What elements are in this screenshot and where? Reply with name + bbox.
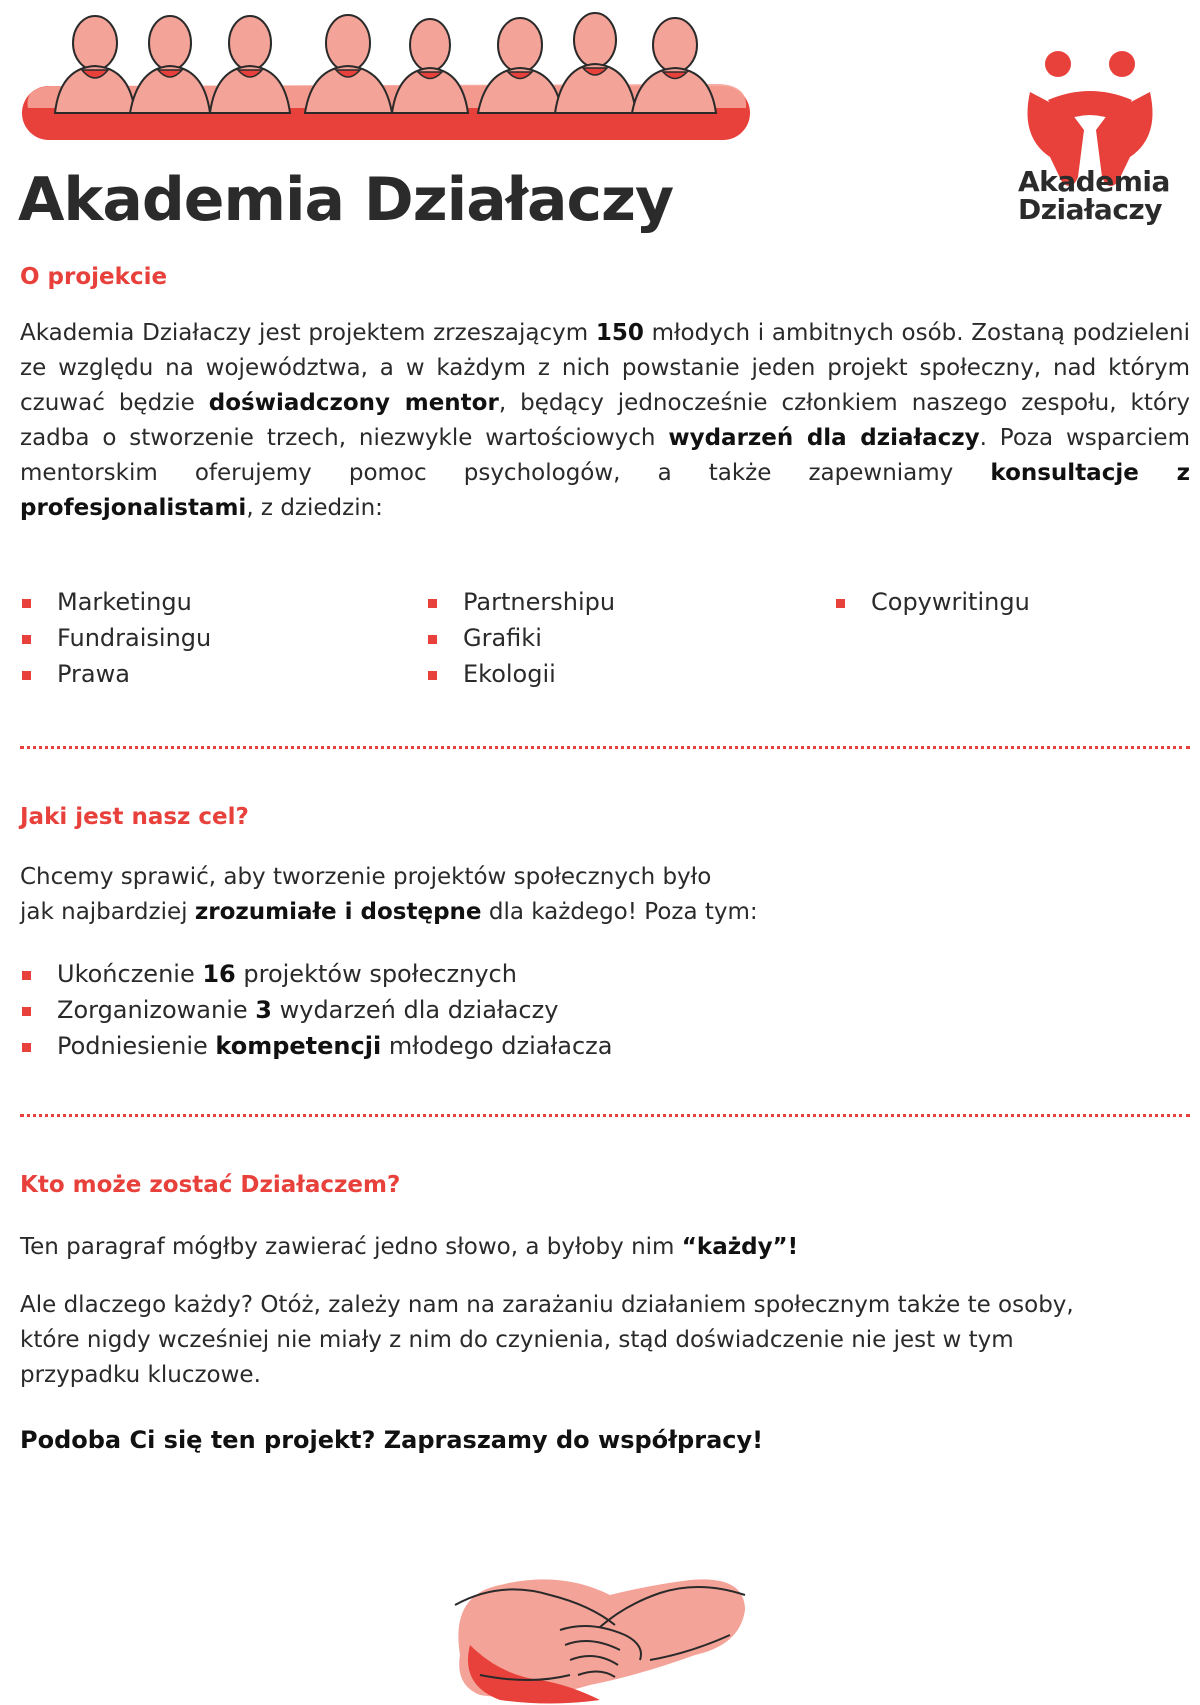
logo-line-2: Działaczy [1018,193,1162,226]
who-paragraph-1: Ten paragraf mógłby zawierać jedno słowo, a byłoby nim “każdy”! [20,1234,799,1260]
section-divider [20,746,1190,749]
logo-wordmark [1018,165,1198,226]
goal-paragraph: Chcemy sprawić, aby tworzenie projektów społecznych było jak najbardziej zrozumiałe i dostępne dla każdego! Poza tym: [20,864,758,925]
list-item: Podniesienie kompetencji młodego działacza [20,1028,612,1064]
fields-list-col2 [426,584,615,692]
list-item: Fundraisingu [20,620,211,656]
fields-list-col1 [20,584,211,692]
list-item: Ekologii [426,656,615,692]
list-item: Partnershipu [426,584,615,620]
section-divider [20,1114,1190,1117]
list-item: Marketingu [20,584,211,620]
call-to-action: Podoba Ci się ten projekt? Zapraszamy do współpracy! [20,1426,764,1454]
page-title: Akademia Działaczy [18,165,674,235]
fields-list-col3 [834,584,1030,620]
goals-list [20,956,612,1064]
list-item: Zorganizowanie 3 wydarzeń dla działaczy [20,992,612,1028]
who-heading: Kto może zostać Działaczem? [20,1172,401,1198]
list-item: Ukończenie 16 projektów społecznych [20,956,612,992]
list-item: Prawa [20,656,211,692]
about-paragraph: Akademia Działaczy jest projektem zrzeszającym 150 młodych i ambitnych osób. Zostaną podzieleni ze względu na województwa, a w każdym z nich powstanie jeden projekt społeczny, nad którym czuwać będzie doświadczony mentor, będący jednocześnie członkiem naszego zespołu, który zadba o stworzenie trzech, niezwykle wartościowych wydarzeń dla działaczy. Poza wsparciem mentorskim oferujemy pomoc psychologów, a także zapewniamy konsultacje z profesjonalistami, z dziedzin: [20,320,1190,521]
people-illustration [20,8,755,143]
list-item: Copywritingu [834,584,1030,620]
handshake-illustration [440,1535,760,1705]
who-paragraph-2: Ale dlaczego każdy? Otóż, zależy nam na zarażaniu działaniem społecznym także te osoby, które nigdy wcześniej nie miały z nim do czynienia, stąd doświadczenie nie jest w tym przypadku kluczowe. [20,1292,1074,1388]
goal-heading: Jaki jest nasz cel? [20,804,249,830]
logo-line-1: Akademia [1018,165,1170,198]
list-item: Grafiki [426,620,615,656]
about-heading: O projekcie [20,264,168,290]
